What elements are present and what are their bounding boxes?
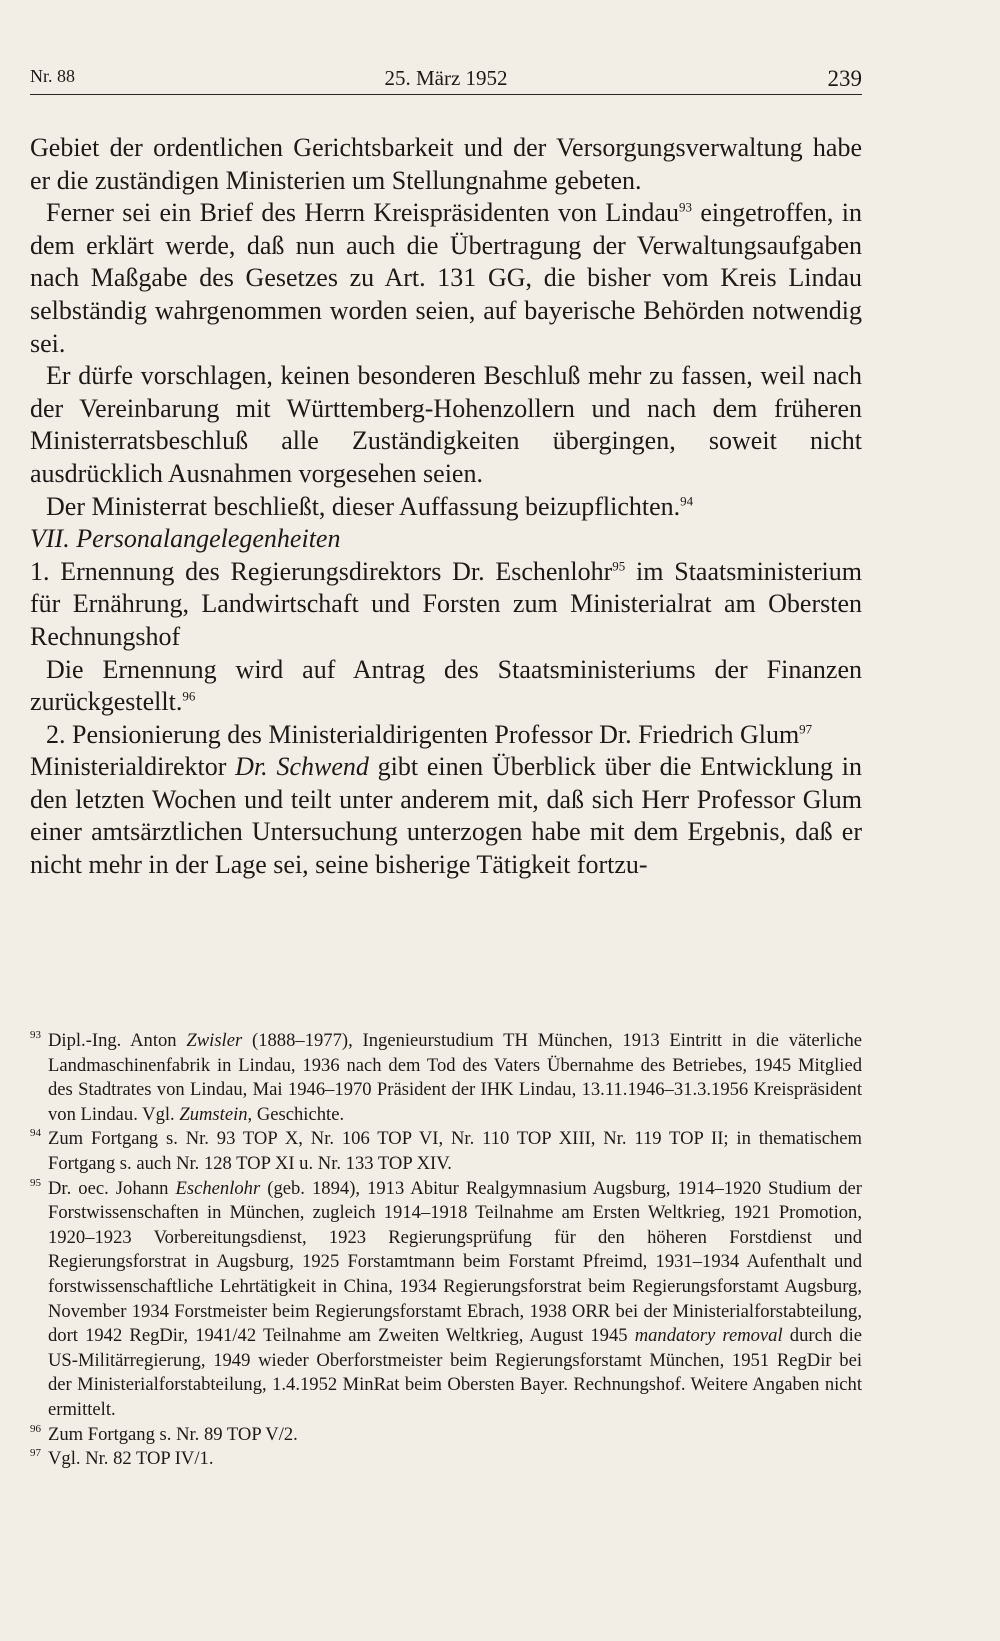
footnotes	[30, 1029, 862, 1472]
paragraph-text: gibt einen Überblick über die Entwicklung in den letzten Wochen und teilt unter anderem mit, daß sich Herr Professor Glum einer amtsärztlichen Untersuchung unterzogen habe mit dem Ergebnis, daß er nicht mehr in der Lage sei, seine bisherige Tätigkeit fortzu-	[30, 752, 862, 880]
paragraph-text: Gebiet der ordentlichen Gerichtsbarkeit und der Versorgungsverwaltung habe er die zuständigen Ministerien um Stellungnahme gebeten.	[30, 133, 862, 195]
footnote-text: Zum Fortgang s. Nr. 93 TOP X, Nr. 106 TOP VI, Nr. 110 TOP XIII, Nr. 119 TOP II; in thematischem Fortgang s. auch Nr. 128 TOP XI u. Nr. 133 TOP XIV.	[48, 1128, 862, 1174]
section-heading	[30, 523, 862, 556]
footnote-ref[interactable]: 95	[612, 558, 626, 574]
paragraph	[30, 197, 862, 360]
paragraph	[30, 751, 862, 881]
footnote-ref[interactable]: 96	[182, 688, 196, 704]
person-name: Dr. Schwend	[235, 752, 369, 782]
agenda-item-text: 1. Ernennung des Regierungsdirektors Dr. Eschenlohr	[30, 556, 613, 586]
footnote-text: durch die US-Militärregierung, 1949 wieder Oberforstmeister beim Regierungsforstamt München, 1951 RegDir bei der Ministerialforstabteilung, 1.4.1952 MinRat beim Obersten Bayer. Rechnungshof. Weitere Angaben nicht ermittelt.	[48, 1325, 862, 1420]
paragraph-text: Die Ernennung wird auf Antrag des Staatsministeriums der Finanzen zurückgestellt.	[30, 654, 862, 717]
agenda-item	[30, 556, 862, 654]
footnote-mark: 95	[30, 1176, 41, 1189]
footnote-ref[interactable]: 94	[680, 492, 694, 508]
footnote-ref[interactable]: 97	[799, 721, 813, 737]
footnote	[30, 1127, 862, 1176]
running-header	[30, 66, 862, 95]
protocol-number: Nr. 88	[30, 66, 75, 86]
footnote-text: , Geschichte.	[247, 1103, 345, 1125]
footnote-text: (1888–1977), Ingenieurstudium TH München, 1913 Eintritt in die väterliche Landmaschinenfabrik in Lindau, 1936 nach dem Tod des Vaters Übernahme des Betriebes, 1945 Mitglied des Stadtrates von Lindau, Mai 1946–1970 Präsident der IHK Lindau, 13.11.1946–31.3.1956 Kreispräsident von Lindau. Vgl.	[48, 1030, 862, 1125]
footnote-citation: Zumstein	[179, 1103, 248, 1125]
agenda-item-text: 2. Pensionierung des Ministerialdirigenten Professor Dr. Friedrich Glum	[46, 719, 800, 749]
footnote-ref[interactable]: 93	[678, 199, 692, 215]
footnote-name: Eschenlohr	[175, 1177, 261, 1199]
agenda-item	[30, 719, 862, 752]
paragraph	[30, 654, 862, 719]
footnote-text: (geb. 1894), 1913 Abitur Realgymnasium Augsburg, 1914–1920 Studium der Forstwissenschaften in München, zugleich 1914–1918 Teilnahme am Ersten Weltkrieg, 1921 Promotion, 1920–1923 Vorbereitungsdienst, 1923 Regierungsprüfung für den höheren Forstdienst und Regierungsforstrat in Augsburg, 1925 Forstamtmann beim Forstamt Pfreimd, 1931–1934 Aufenthalt und forstwissenschaftliche Lehrtätigkeit in China, 1934 Regierungsforstrat beim Regierungsforstamt Augsburg, November 1934 Forstmeister beim Regierungsforstamt Ebrach, 1938 ORR bei der Ministerialforstabteilung, dort 1942 RegDir, 1941/42 Teilnahme am Zweiten Weltkrieg, August 1945	[48, 1177, 862, 1347]
paragraph-text: Er dürfe vorschlagen, keinen besonderen Beschluß mehr zu fassen, weil nach der Vereinbarung mit Württemberg-Hohenzollern und nach dem früheren Ministerratsbeschluß alle Zuständigkeiten übergingen, soweit nicht ausdrücklich Ausnahmen vorgesehen seien.	[30, 361, 862, 488]
footnote-text: Dr. oec. Johann	[48, 1177, 176, 1199]
footnote	[30, 1029, 862, 1127]
paragraph-text: eingetroffen, in dem erklärt werde, daß nun auch die Übertragung der Verwaltungsaufgaben nach Maßgabe des Gesetzes zu Art. 131 GG, die bisher vom Kreis Lindau selbständig wahrgenommen worden seien, auf bayerische Behörden notwendig sei.	[30, 198, 862, 358]
footnote-name: Zwisler	[186, 1030, 243, 1051]
footnote-mark: 94	[30, 1127, 41, 1140]
footnote-mark: 93	[30, 1029, 41, 1041]
paragraph	[30, 360, 862, 490]
footnote-term: mandatory removal	[634, 1325, 783, 1347]
footnote	[30, 1177, 862, 1423]
page-number: 239	[827, 66, 862, 91]
header-date: 25. März 1952	[384, 66, 508, 90]
paragraph-text: Ferner sei ein Brief des Herrn Kreispräsidenten von Lindau	[46, 198, 679, 228]
paragraph-text: Ministerialdirektor	[30, 752, 236, 782]
footnote-text: Dipl.-Ing. Anton	[48, 1030, 187, 1051]
footnote	[30, 1447, 862, 1472]
paragraph-text: Der Ministerrat beschließt, dieser Auffassung beizupflichten.	[46, 491, 681, 521]
section-heading-text: VII. Personalangelegenheiten	[30, 524, 341, 554]
footnote-text: Vgl. Nr. 82 TOP IV/1.	[48, 1448, 214, 1470]
resolution-paragraph	[30, 491, 862, 524]
agenda-item-text: im Staatsministerium für Ernährung, Landwirtschaft und Forsten zum Ministerialrat am Obersten Rechnungshof	[30, 556, 863, 651]
paragraph	[30, 132, 862, 197]
footnote-mark: 97	[30, 1447, 41, 1460]
footnote	[30, 1423, 862, 1448]
footnote-mark: 96	[30, 1422, 41, 1435]
footnote-text: Zum Fortgang s. Nr. 89 TOP V/2.	[48, 1423, 298, 1445]
main-text	[30, 132, 862, 882]
